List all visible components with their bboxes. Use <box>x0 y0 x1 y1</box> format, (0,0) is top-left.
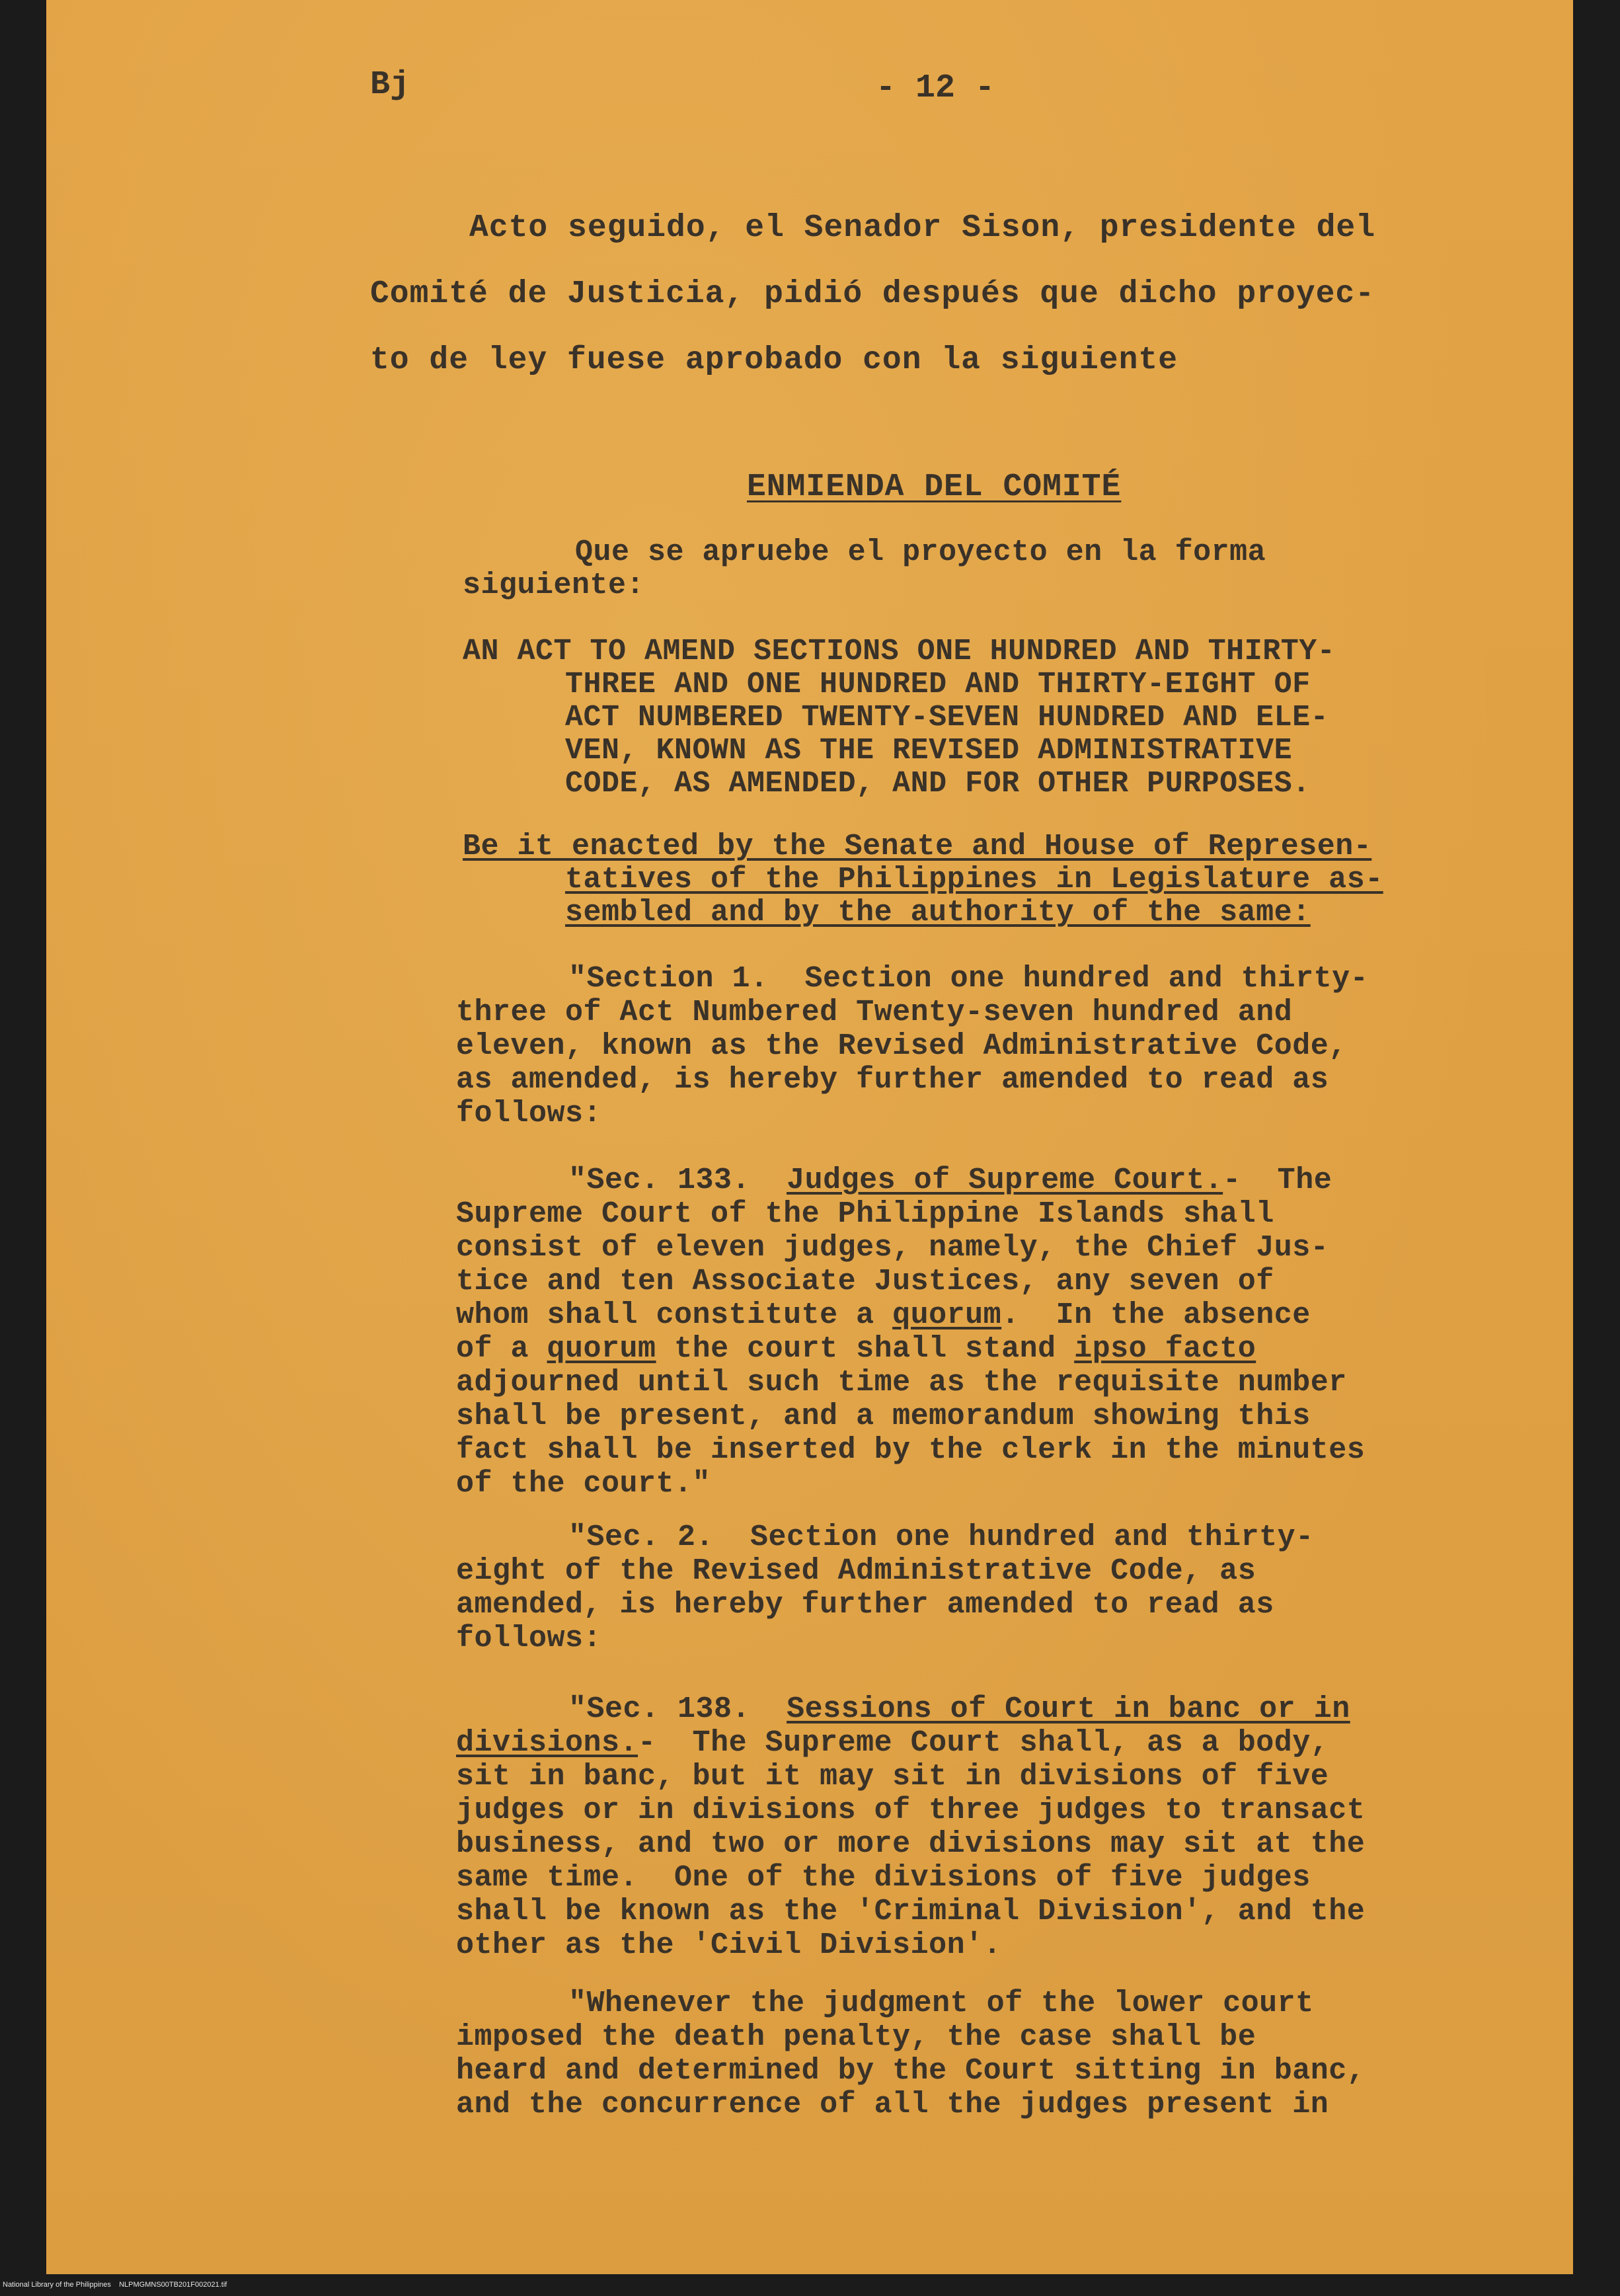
act-title-line-5: CODE, AS AMENDED, AND FOR OTHER PURPOSES. <box>565 767 1311 801</box>
section-1-line-1: "Section 1. Section one hundred and thirty- <box>568 962 1369 996</box>
enacting-clause-line-1: Be it enacted by the Senate and House of Represen- <box>463 830 1372 863</box>
approve-line-2: siguiente: <box>463 569 645 602</box>
sec-133-line-10: of the court." <box>456 1467 711 1501</box>
section-1-line-4: as amended, is hereby further amended to read as <box>456 1063 1329 1097</box>
sec-133-line-4: tice and ten Associate Justices, any seven of <box>456 1265 1274 1298</box>
section-1-paragraph <box>456 962 1566 1130</box>
sec-138-line-8: other as the 'Civil Division'. <box>456 1928 1002 1962</box>
amendment-title: ENMIENDA DEL COMITÉ <box>747 469 1122 505</box>
section-2-line-4: follows: <box>456 1622 602 1655</box>
section-1-line-2: three of Act Numbered Twenty-seven hundred and <box>456 996 1293 1029</box>
sec-133-line-5: whom shall constitute a quorum. In the absence <box>456 1298 1311 1332</box>
act-title-line-3: ACT NUMBERED TWENTY-SEVEN HUNDRED AND ELE- <box>565 701 1329 734</box>
act-title-line-2: THREE AND ONE HUNDRED AND THIRTY-EIGHT OF <box>565 668 1311 701</box>
act-title-line-4: VEN, KNOWN AS THE REVISED ADMINISTRATIVE <box>565 734 1293 768</box>
whenever-line-2: imposed the death penalty, the case shall be <box>456 2020 1256 2054</box>
sec-133-line-8: shall be present, and a memorandum showing this <box>456 1400 1311 1433</box>
sec-138-line-2: divisions.- The Supreme Court shall, as a body, <box>456 1726 1329 1760</box>
scan-footer-text: National Library of the Philippines NLPMGMNS00TB201F002021.tif <box>3 2281 227 2289</box>
sec-138-paragraph <box>456 1692 1566 1962</box>
sec-133-line-1: "Sec. 133. Judges of Supreme Court.- The <box>568 1164 1332 1197</box>
section-1-line-3: eleven, known as the Revised Administrative Code, <box>456 1029 1347 1063</box>
section-1-line-5: follows: <box>456 1097 602 1130</box>
approve-line-1: Que se apruebe el proyecto en la forma <box>575 535 1266 569</box>
sec-133-line-9: fact shall be inserted by the clerk in the minutes <box>456 1433 1366 1467</box>
intro-line-1: Acto seguido, el Senador Sison, presidente del <box>469 210 1376 246</box>
sec-138-line-3: sit in banc, but it may sit in divisions of five <box>456 1760 1329 1794</box>
section-2-line-2: eight of the Revised Administrative Code, as <box>456 1554 1256 1588</box>
intro-line-2: Comité de Justicia, pidió después que dicho proyec- <box>370 276 1375 312</box>
scan-footer <box>0 2274 1620 2296</box>
sec-138-line-6: same time. One of the divisions of five judges <box>456 1861 1311 1895</box>
whenever-paragraph <box>456 1987 1566 2121</box>
sec-138-line-1: "Sec. 138. Sessions of Court in banc or in <box>568 1692 1350 1726</box>
sec-133-line-6: of a quorum the court shall stand ipso facto <box>456 1332 1256 1366</box>
sec-133-line-2: Supreme Court of the Philippine Islands shall <box>456 1197 1274 1231</box>
sec-133-heading: Judges of Supreme Court. <box>787 1164 1223 1197</box>
document-page <box>46 0 1573 2296</box>
sec-138-line-7: shall be known as the 'Criminal Division', and the <box>456 1895 1366 1928</box>
section-2-line-3: amended, is hereby further amended to read as <box>456 1588 1274 1622</box>
whenever-line-1: "Whenever the judgment of the lower court <box>568 1987 1314 2020</box>
sec-133-line-7: adjourned until such time as the requisite number <box>456 1366 1347 1400</box>
page-number: - 12 - <box>876 69 995 107</box>
section-2-line-1: "Sec. 2. Section one hundred and thirty- <box>568 1521 1314 1554</box>
whenever-line-3: heard and determined by the Court sitting in banc, <box>456 2054 1366 2088</box>
section-2-paragraph <box>456 1521 1566 1655</box>
intro-line-3: to de ley fuese aprobado con la siguiente <box>370 342 1178 378</box>
enacting-clause-line-2: tatives of the Philippines in Legislature as- <box>565 863 1383 896</box>
act-title-line-1: AN ACT TO AMEND SECTIONS ONE HUNDRED AND THIRTY- <box>463 635 1336 668</box>
sec-133-paragraph <box>456 1164 1566 1501</box>
sec-138-line-5: business, and two or more divisions may sit at the <box>456 1827 1366 1861</box>
enacting-clause-line-3: sembled and by the authority of the same: <box>565 896 1311 930</box>
sec-133-line-3: consist of eleven judges, namely, the Chief Jus- <box>456 1231 1329 1265</box>
whenever-line-4: and the concurrence of all the judges present in <box>456 2088 1329 2121</box>
typist-initials: Bj <box>370 66 410 104</box>
sec-138-line-4: judges or in divisions of three judges to transact <box>456 1794 1366 1827</box>
